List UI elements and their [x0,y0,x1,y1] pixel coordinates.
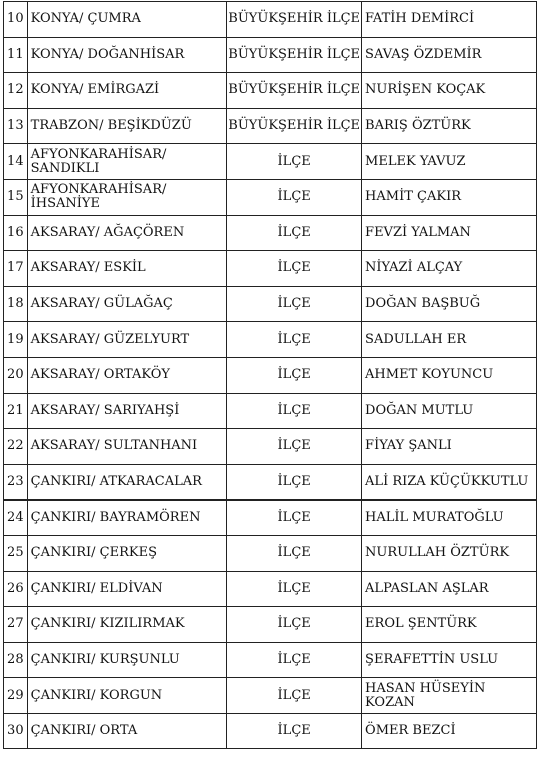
location-cell: AKSARAY/ SULTANHANI [27,429,227,465]
row-number: 16 [4,215,28,251]
table-row [4,251,537,287]
name-cell: NURİŞEN KOÇAK [362,73,537,109]
name-cell: FEVZİ YALMAN [362,215,537,251]
location-cell: ÇANKIRI/ KIZILIRMAK [27,607,227,643]
name-cell: AHMET KOYUNCU [362,357,537,393]
row-number: 18 [4,286,28,322]
type-cell: İLÇE [227,535,362,571]
row-number: 23 [4,464,28,500]
location-cell: ÇANKIRI/ ATKARACALAR [27,464,227,500]
type-cell: İLÇE [227,251,362,287]
row-number: 26 [4,571,28,607]
type-cell: BÜYÜKŞEHİR İLÇE [227,2,362,38]
table-row [4,500,537,536]
type-cell: İLÇE [227,429,362,465]
type-cell: İLÇE [227,500,362,536]
row-number: 27 [4,607,28,643]
table-row [4,429,537,465]
table-row [4,144,537,180]
row-number: 21 [4,393,28,429]
table-row [4,357,537,393]
location-cell: KONYA/ EMİRGAZİ [27,73,227,109]
table-row [4,2,537,38]
name-cell: DOĞAN MUTLU [362,393,537,429]
type-cell: İLÇE [227,678,362,714]
table-row [4,607,537,643]
location-cell: ÇANKIRI/ ORTA [27,713,227,749]
location-cell: KONYA/ ÇUMRA [27,2,227,38]
type-cell: İLÇE [227,571,362,607]
type-cell: İLÇE [227,713,362,749]
name-cell: EROL ŞENTÜRK [362,607,537,643]
table-row [4,678,537,714]
table-row [4,322,537,358]
table-row [4,179,537,215]
type-cell: BÜYÜKŞEHİR İLÇE [227,73,362,109]
table-row [4,464,537,500]
row-number: 22 [4,429,28,465]
table-row [4,713,537,749]
name-cell: ŞERAFETTİN USLU [362,642,537,678]
name-cell: MELEK YAVUZ [362,144,537,180]
name-cell: HAMİT ÇAKIR [362,179,537,215]
table-row [4,286,537,322]
type-cell: İLÇE [227,642,362,678]
name-cell: SADULLAH ER [362,322,537,358]
location-cell: AKSARAY/ GÜLAĞAÇ [27,286,227,322]
location-cell: AKSARAY/ ORTAKÖY [27,357,227,393]
row-number: 12 [4,73,28,109]
row-number: 28 [4,642,28,678]
type-cell: İLÇE [227,322,362,358]
table-row [4,393,537,429]
table-row [4,37,537,73]
name-cell: HASAN HÜSEYİN KOZAN [362,678,537,714]
type-cell: İLÇE [227,464,362,500]
name-cell: FİYAY ŞANLI [362,429,537,465]
name-cell: ÖMER BEZCİ [362,713,537,749]
name-cell: DOĞAN BAŞBUĞ [362,286,537,322]
candidate-table-body [4,2,537,749]
name-cell: BARIŞ ÖZTÜRK [362,108,537,144]
location-cell: ÇANKIRI/ BAYRAMÖREN [27,500,227,536]
row-number: 14 [4,144,28,180]
table-row [4,571,537,607]
table-row [4,73,537,109]
location-cell: ÇANKIRI/ ELDİVAN [27,571,227,607]
type-cell: İLÇE [227,179,362,215]
location-cell: ÇANKIRI/ ÇERKEŞ [27,535,227,571]
location-cell: AKSARAY/ GÜZELYURT [27,322,227,358]
type-cell: İLÇE [227,393,362,429]
name-cell: ALPASLAN AŞLAR [362,571,537,607]
name-cell: ALİ RIZA KÜÇÜKKUTLU [362,464,537,500]
name-cell: NİYAZİ ALÇAY [362,251,537,287]
name-cell: NURULLAH ÖZTÜRK [362,535,537,571]
row-number: 15 [4,179,28,215]
type-cell: BÜYÜKŞEHİR İLÇE [227,108,362,144]
table-row [4,215,537,251]
type-cell: İLÇE [227,357,362,393]
row-number: 19 [4,322,28,358]
row-number: 30 [4,713,28,749]
location-cell: AFYONKARAHİSAR/ SANDIKLI [27,144,227,180]
table-row [4,108,537,144]
location-cell: ÇANKIRI/ KORGUN [27,678,227,714]
location-cell: AKSARAY/ AĞAÇÖREN [27,215,227,251]
candidate-table [3,1,537,749]
type-cell: İLÇE [227,215,362,251]
location-cell: TRABZON/ BEŞİKDÜZÜ [27,108,227,144]
row-number: 24 [4,500,28,536]
location-cell: KONYA/ DOĞANHİSAR [27,37,227,73]
name-cell: FATİH DEMİRCİ [362,2,537,38]
type-cell: İLÇE [227,144,362,180]
name-cell: SAVAŞ ÖZDEMİR [362,37,537,73]
row-number: 29 [4,678,28,714]
type-cell: İLÇE [227,607,362,643]
type-cell: BÜYÜKŞEHİR İLÇE [227,37,362,73]
location-cell: ÇANKIRI/ KURŞUNLU [27,642,227,678]
type-cell: İLÇE [227,286,362,322]
location-cell: AFYONKARAHİSAR/ İHSANİYE [27,179,227,215]
table-row [4,535,537,571]
name-cell: HALİL MURATOĞLU [362,500,537,536]
location-cell: AKSARAY/ SARIYAHŞİ [27,393,227,429]
table-row [4,642,537,678]
row-number: 20 [4,357,28,393]
row-number: 25 [4,535,28,571]
row-number: 13 [4,108,28,144]
row-number: 10 [4,2,28,38]
row-number: 17 [4,251,28,287]
location-cell: AKSARAY/ ESKİL [27,251,227,287]
row-number: 11 [4,37,28,73]
